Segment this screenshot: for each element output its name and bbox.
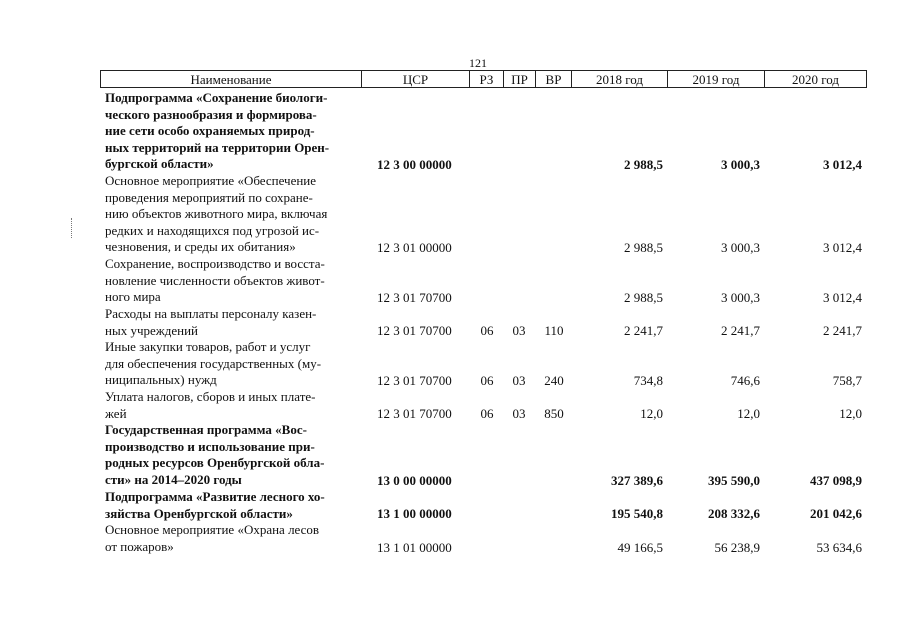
row-2020: 2 241,7 — [823, 322, 862, 338]
row-csr: 12 3 01 70700 — [377, 289, 452, 305]
row-name: Подпрограмма «Сохранение биологи- ческого разнообразия и формирова- ние сети особо охраняемых природ- ных территорий на территории Орен- бургской области» — [105, 90, 330, 171]
row-2019: 56 238,9 — [714, 539, 760, 555]
row-2020: 437 098,9 — [810, 472, 862, 488]
row-rz: 06 — [480, 322, 494, 338]
row-2018: 195 540,8 — [611, 505, 663, 521]
table-row — [0, 489, 905, 522]
row-csr: 12 3 00 00000 — [377, 156, 452, 172]
header-csr: ЦСР — [362, 70, 470, 88]
row-2018: 2 988,5 — [624, 156, 663, 172]
row-2019: 3 000,3 — [721, 156, 760, 172]
row-2018: 12,0 — [640, 405, 663, 421]
row-csr: 13 0 00 00000 — [377, 472, 452, 488]
table-row — [0, 389, 905, 422]
header-2020: 2020 год — [765, 70, 867, 88]
row-name: Основное мероприятие «Охрана лесов от пожаров» — [105, 522, 320, 554]
row-2020: 3 012,4 — [823, 239, 862, 255]
table-row — [0, 256, 905, 306]
row-2020: 3 012,4 — [823, 156, 862, 172]
row-csr: 13 1 00 00000 — [377, 505, 452, 521]
row-2019: 2 241,7 — [721, 322, 760, 338]
row-2019: 12,0 — [737, 405, 760, 421]
table-row — [0, 522, 905, 556]
row-pr: 03 — [512, 322, 526, 338]
row-vr: 240 — [544, 372, 564, 388]
row-2019: 746,6 — [730, 372, 760, 388]
row-2018: 327 389,6 — [611, 472, 663, 488]
row-name: Основное мероприятие «Обеспечение проведения мероприятий по сохране- нию объектов животного мира, включая редких и находящихся под угрозой ис- чезновения, и среды их обитания» — [105, 173, 328, 254]
row-pr: 03 — [512, 405, 526, 421]
row-2020: 3 012,4 — [823, 289, 862, 305]
row-2019: 3 000,3 — [721, 289, 760, 305]
page-number: 121 — [469, 56, 487, 70]
row-2018: 734,8 — [633, 372, 663, 388]
row-rz: 06 — [480, 405, 494, 421]
row-name: Сохранение, воспроизводство и восста- новление численности объектов живот- ного мира — [105, 256, 325, 304]
row-rz: 06 — [480, 372, 494, 388]
header-2018: 2018 год — [572, 70, 668, 88]
row-csr: 12 3 01 70700 — [377, 405, 452, 421]
table-row — [0, 173, 905, 256]
row-vr: 850 — [544, 405, 564, 421]
row-csr: 12 3 01 00000 — [377, 239, 452, 255]
row-csr: 12 3 01 70700 — [377, 372, 452, 388]
header-name: Наименование — [100, 70, 362, 88]
table-row — [0, 422, 905, 489]
row-2020: 201 042,6 — [810, 505, 862, 521]
row-2018: 2 988,5 — [624, 239, 663, 255]
table-row — [0, 306, 905, 339]
row-2019: 395 590,0 — [708, 472, 760, 488]
row-2019: 208 332,6 — [708, 505, 760, 521]
row-2019: 3 000,3 — [721, 239, 760, 255]
header-vr: ВР — [536, 70, 572, 88]
row-2018: 2 241,7 — [624, 322, 663, 338]
header-2019: 2019 год — [668, 70, 765, 88]
row-name: Расходы на выплаты персоналу казен- ных учреждений — [105, 306, 317, 338]
row-2018: 2 988,5 — [624, 289, 663, 305]
row-2020: 758,7 — [832, 372, 862, 388]
row-pr: 03 — [512, 372, 526, 388]
row-2020: 53 634,6 — [816, 539, 862, 555]
header-rz: РЗ — [470, 70, 504, 88]
table-row — [0, 90, 905, 173]
row-2020: 12,0 — [839, 405, 862, 421]
row-name: Уплата налогов, сборов и иных плате- жей — [105, 389, 316, 421]
row-csr: 13 1 01 00000 — [377, 539, 452, 555]
row-csr: 12 3 01 70700 — [377, 322, 452, 338]
table-row — [0, 339, 905, 389]
row-2018: 49 166,5 — [617, 539, 663, 555]
row-name: Иные закупки товаров, работ и услуг для обеспечения государственных (му- ниципальных) нужд — [105, 339, 322, 387]
row-vr: 110 — [544, 322, 564, 338]
header-pr: ПР — [504, 70, 536, 88]
row-name: Подпрограмма «Развитие лесного хо- зяйства Оренбургской области» — [105, 489, 325, 521]
row-name: Государственная программа «Вос- производство и использование при- родных ресурсов Оренбургской обла- сти» на 2014–2020 годы — [105, 422, 325, 487]
